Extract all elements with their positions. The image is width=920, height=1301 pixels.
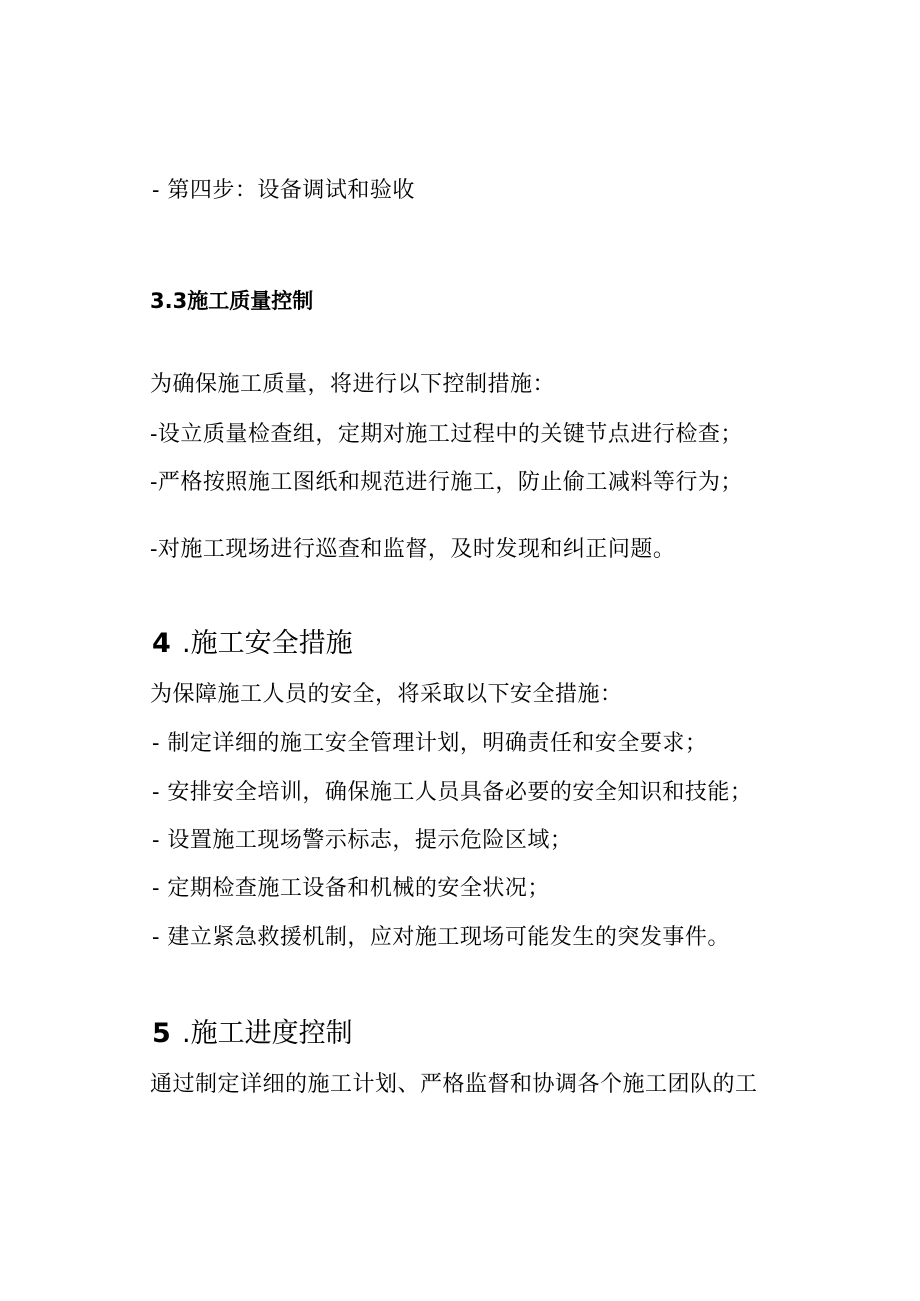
section-3-3-intro: 为确保施工质量，将进行以下控制措施： [150, 372, 556, 397]
section-4-heading [152, 626, 353, 662]
section-5-title: .施工进度控制 [182, 1018, 353, 1049]
section-3-3-item: -设立质量检查组，定期对施工过程中的关键节点进行检查； [150, 422, 743, 447]
section-3-3-item: -对施工现场进行巡查和监督，及时发现和纠正问题。 [150, 537, 676, 562]
section-5-number: 5 [152, 1018, 171, 1049]
section-5-intro: 通过制定详细的施工计划、严格监督和协调各个施工团队的工 [150, 1072, 758, 1097]
section-4-item: - 制定详细的施工安全管理计划，明确责任和安全要求； [152, 731, 708, 756]
section-4-item: - 设置施工现场警示标志，提示危险区域； [152, 828, 573, 853]
section-4-item: - 建立紧急救援机制，应对施工现场可能发生的突发事件。 [152, 925, 730, 950]
section-3-3-item: -严格按照施工图纸和规范进行施工，防止偷工减料等行为； [150, 470, 743, 495]
section-4-number: 4 [152, 628, 171, 659]
section-4-intro: 为保障施工人员的安全，将采取以下安全措施： [150, 682, 623, 707]
section-4-item: - 定期检查施工设备和机械的安全状况； [152, 876, 550, 901]
step-four-line: - 第四步：设备调试和验收 [152, 178, 415, 203]
section-5-heading [152, 1016, 353, 1052]
section-4-title: .施工安全措施 [182, 628, 353, 659]
section-4-item: - 安排安全培训，确保施工人员具备必要的安全知识和技能； [152, 780, 753, 805]
section-3-3-title: 3.3施工质量控制 [150, 289, 314, 313]
